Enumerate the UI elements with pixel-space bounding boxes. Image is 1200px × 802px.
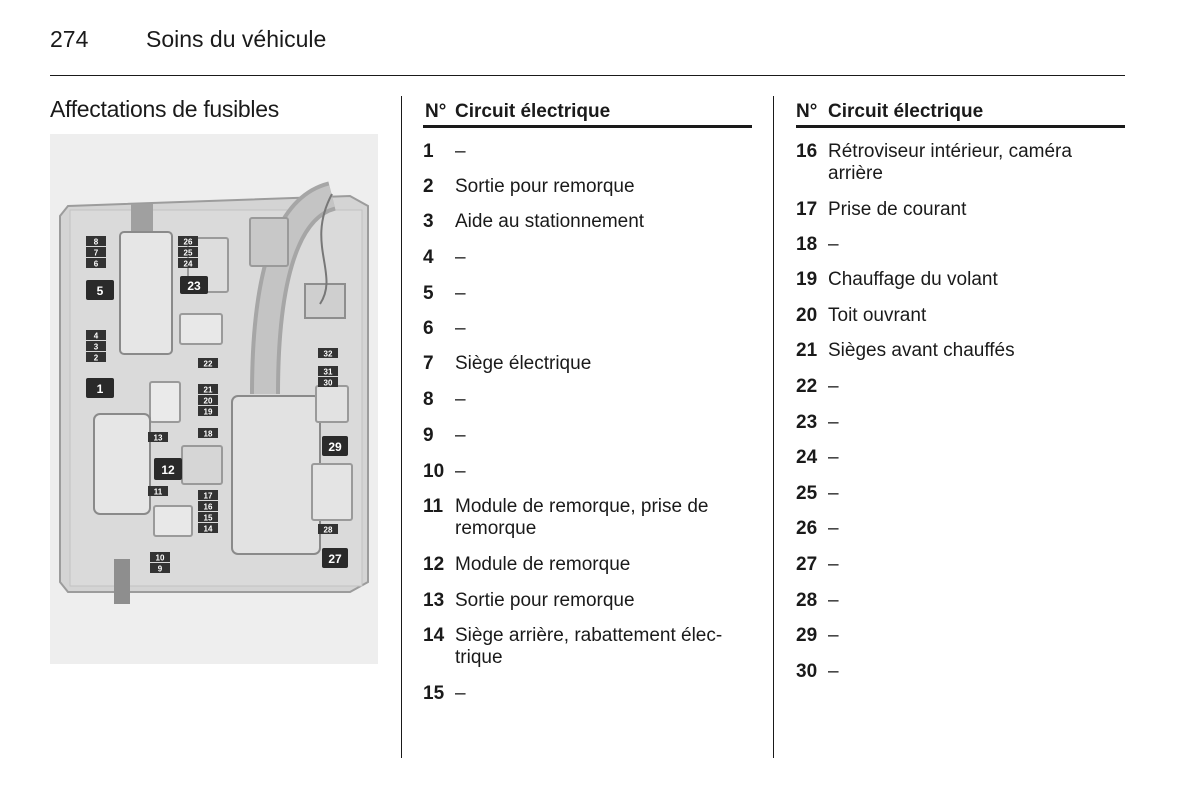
fuse-circuit: – (455, 425, 466, 446)
header-no: N° (796, 101, 818, 122)
fuse-number: 30 (796, 661, 818, 682)
relay-block (120, 232, 172, 354)
fuse-circuit: Sièges avant chauffés (828, 340, 1015, 361)
table-header (796, 101, 1125, 128)
page-number: 274 (50, 26, 89, 52)
fuse-label: 7 (93, 248, 99, 258)
fuse-circuit: – (455, 247, 466, 268)
fuse-label: 21 (203, 385, 213, 395)
fuse-circuit: Module de remorque (455, 554, 631, 575)
relay-block (94, 414, 150, 514)
fuse-number: 17 (796, 199, 818, 220)
fuse-label: 6 (93, 259, 99, 269)
header-no: N° (425, 101, 447, 122)
fuse-label: 4 (93, 331, 99, 341)
fuse-number: 21 (796, 340, 818, 361)
fuse-label: 13 (153, 433, 163, 443)
fuse-number: 4 (423, 247, 434, 268)
fuse-number: 8 (423, 389, 434, 410)
fuse-circuit: – (828, 376, 839, 397)
fuse-number: 5 (423, 283, 434, 304)
relay-socket (316, 386, 348, 422)
relay-socket (180, 314, 222, 344)
fuse-table-right (796, 101, 1125, 682)
relay-socket (154, 506, 192, 536)
fuse-number: 7 (423, 353, 434, 374)
fuse-box-illustration (50, 134, 378, 664)
fuse-circuit: Toit ouvrant (828, 305, 927, 326)
fuse-circuit: Siège arrière, rabattement élec-trique (455, 625, 723, 668)
fuse-label: 11 (153, 487, 163, 497)
fuse-label: 20 (203, 396, 213, 406)
fuse-number: 26 (796, 518, 818, 539)
column-divider-left (401, 96, 402, 758)
fuse-label: 3 (93, 342, 99, 352)
table-header (423, 101, 752, 128)
fuse-number: 11 (423, 496, 444, 517)
fuse-circuit: Module de remorque, prise de remorque (455, 496, 709, 539)
fuse-label: 27 (328, 552, 342, 566)
header-circuit: Circuit électrique (455, 101, 611, 122)
fuse-label: 31 (323, 367, 333, 377)
relay-socket (150, 382, 180, 422)
fuse-label: 9 (157, 564, 163, 574)
fuse-circuit: – (455, 683, 466, 704)
fuse-number: 3 (423, 211, 434, 232)
fuse-label: 17 (203, 491, 213, 501)
fuse-number: 1 (423, 141, 434, 162)
fuse-number: 14 (423, 625, 445, 646)
header-rule (50, 75, 1125, 76)
fuse-number: 9 (423, 425, 434, 446)
fuse-circuit: – (828, 661, 839, 682)
fuse-circuit: Sortie pour remorque (455, 176, 635, 197)
fuse-label: 25 (183, 248, 193, 258)
fuse-circuit: Sortie pour remorque (455, 590, 635, 611)
fuse-circuit: – (828, 483, 839, 504)
fuse-number: 10 (423, 461, 445, 482)
fuse-circuit: Aide au stationnement (455, 211, 645, 232)
fuse-label: 23 (187, 279, 201, 293)
fuse-circuit: Prise de courant (828, 199, 967, 220)
connector-block (232, 396, 320, 554)
fuse-circuit: – (828, 234, 839, 255)
fuse-label: 30 (323, 378, 333, 388)
fuse-label: 16 (203, 502, 213, 512)
fuse-circuit: Rétroviseur intérieur, caméra arrière (828, 141, 1072, 184)
fuse-number: 13 (423, 590, 445, 611)
fuse-table-left (423, 101, 752, 704)
fuse-number: 25 (796, 483, 818, 504)
fuse-label: 15 (203, 513, 213, 523)
fuse-number: 29 (796, 625, 818, 646)
relay-block (250, 218, 288, 266)
fuse-label: 10 (155, 553, 165, 563)
fuse-circuit: – (455, 141, 466, 162)
fuse-circuit: – (828, 625, 839, 646)
header-circuit: Circuit électrique (828, 101, 984, 122)
fuse-label: 29 (328, 440, 342, 454)
fuse-number: 6 (423, 318, 434, 339)
fuse-label: 1 (96, 382, 104, 396)
fuse-label: 26 (183, 237, 193, 247)
fuse-circuit: – (828, 412, 839, 433)
fuse-number: 24 (796, 447, 818, 468)
fuse-circuit: – (455, 389, 466, 410)
fuse-circuit: – (828, 554, 839, 575)
fuse-label: 8 (93, 237, 99, 247)
fuse-label: 32 (323, 349, 333, 359)
fuse-label: 5 (96, 284, 104, 298)
fuse-number: 20 (796, 305, 818, 326)
fuse-number: 2 (423, 176, 434, 197)
fuse-circuit: Chauffage du volant (828, 269, 998, 290)
fuse-label: 24 (183, 259, 193, 269)
fuse-label: 12 (161, 463, 175, 477)
relay-socket (312, 464, 352, 520)
fuse-label: 14 (203, 524, 213, 534)
fuse-label: 28 (323, 525, 333, 535)
fuse-label: 2 (93, 353, 99, 363)
fuse-label: 18 (203, 429, 213, 439)
fuse-number: 19 (796, 269, 818, 290)
fuse-number: 18 (796, 234, 818, 255)
fuse-number: 23 (796, 412, 818, 433)
fuse-circuit: Siège électrique (455, 353, 592, 374)
section-title: Affectations de fusibles (50, 96, 279, 122)
fuse-circuit: – (828, 447, 839, 468)
fuse-number: 16 (796, 141, 818, 162)
fuse-number: 27 (796, 554, 818, 575)
column-divider-right (773, 96, 774, 758)
fuse-label: 19 (203, 407, 213, 417)
fuse-circuit: – (828, 590, 839, 611)
fuse-number: 28 (796, 590, 818, 611)
fuse-circuit: – (455, 461, 466, 482)
fuse-circuit: – (455, 283, 466, 304)
relay-socket (182, 446, 222, 484)
fuse-circuit: – (828, 518, 839, 539)
fuse-number: 22 (796, 376, 818, 397)
fuse-number: 12 (423, 554, 445, 575)
fuse-label: 22 (203, 359, 213, 369)
page-title: Soins du véhicule (146, 26, 327, 52)
fuse-circuit: – (455, 318, 466, 339)
fuse-number: 15 (423, 683, 445, 704)
